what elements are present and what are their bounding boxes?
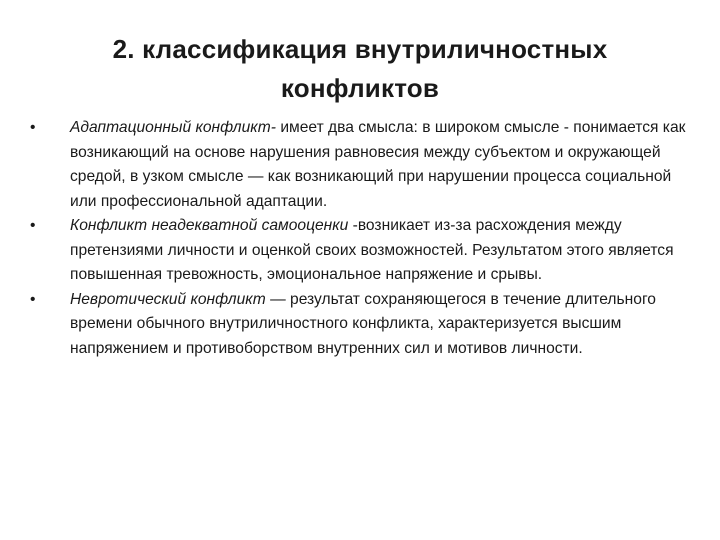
list-item — [30, 288, 690, 362]
definition-text: имеет два смысла: в широком смысле - понимается как возникающий на основе нарушения равновесия между субъектом и окружающей средой, в узком смысле — как возникающий при нарушении процесса социальной или профессиональной адаптации. — [70, 119, 686, 210]
term-adaptive-conflict: Адаптационный конфликт- — [70, 119, 276, 136]
definition-text: -возникает из-за расхождения между претензиями личности и оценкой своих возможностей. Результатом этого является повышенная тревожность, эмоциональное напряжение и срывы. — [70, 217, 674, 283]
bullet-icon: • — [30, 290, 36, 308]
term-neurotic-conflict: Невротический конфликт — [70, 290, 266, 308]
list-item — [30, 214, 690, 288]
page-title: 2. классификация внутриличностных конфликтов — [112, 34, 608, 103]
term-self-esteem-conflict: Конфликт неадекватной самооценки — [70, 217, 349, 234]
definition-text: — результат сохраняющегося в течение длительного времени обычного внутриличностного конфликта, характеризуется высшим напряжением и противоборством внутренних сил и мотивов личности. — [70, 290, 656, 357]
list-item — [30, 116, 690, 214]
bullet-icon: • — [30, 119, 36, 136]
bullet-list — [30, 116, 690, 361]
bullet-icon: • — [30, 217, 36, 234]
